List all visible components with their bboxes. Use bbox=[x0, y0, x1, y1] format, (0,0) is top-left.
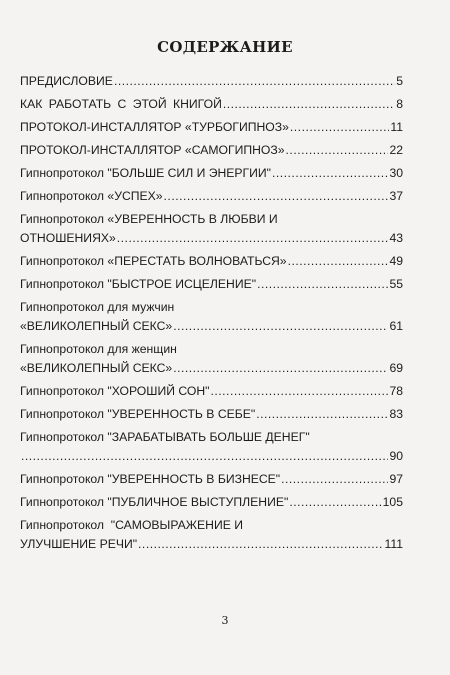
toc-entry-title: ПРОТОКОЛ-ИНСТАЛЛЯТОР «САМОГИПНОЗ» bbox=[20, 143, 285, 157]
toc-entry bbox=[20, 96, 403, 113]
toc-entry-page: 90 bbox=[389, 449, 403, 463]
toc-entry bbox=[20, 406, 403, 423]
toc-entry bbox=[20, 253, 403, 270]
toc-entry-title: «ВЕЛИКОЛЕПНЫЙ СЕКС» bbox=[20, 319, 173, 333]
toc-entry bbox=[20, 142, 403, 159]
toc-entry-page: 61 bbox=[389, 319, 403, 333]
toc-entry-title: Гипнопротокол "УВЕРЕННОСТЬ В БИЗНЕСЕ" bbox=[20, 472, 281, 486]
leader-dots bbox=[223, 96, 395, 113]
toc-entry-title: Гипнопротокол "ХОРОШИЙ СОН" bbox=[20, 384, 210, 398]
leader-dots bbox=[288, 253, 389, 270]
toc-entry bbox=[20, 494, 403, 511]
toc-entry bbox=[20, 517, 403, 553]
leader-dots bbox=[211, 383, 389, 400]
toc-entry-page: 97 bbox=[389, 472, 403, 486]
toc-entry-title: Гипнопротокол «УСПЕХ» bbox=[20, 189, 163, 203]
leader-dots bbox=[164, 188, 389, 205]
leader-dots bbox=[257, 276, 388, 293]
leader-dots bbox=[173, 318, 388, 335]
toc-entry-page: 78 bbox=[389, 384, 403, 398]
toc-entry-page: 49 bbox=[389, 254, 403, 268]
page-number: 3 bbox=[221, 614, 229, 627]
toc-entry-title-line: Гипнопротокол "ЗАРАБАТЫВАТЬ БОЛЬШЕ ДЕНЕГ" bbox=[20, 430, 310, 444]
toc-entry bbox=[20, 429, 403, 465]
toc-entry-title: УЛУЧШЕНИЕ РЕЧИ" bbox=[20, 537, 138, 551]
leader-dots bbox=[272, 165, 388, 182]
leader-dots bbox=[290, 119, 389, 136]
toc-entry-title: КАК РАБОТАТЬ С ЭТОЙ КНИГОЙ bbox=[20, 97, 222, 111]
leader-dots bbox=[286, 142, 389, 159]
toc-entry bbox=[20, 165, 403, 182]
toc-entry bbox=[20, 188, 403, 205]
leader-dots bbox=[256, 406, 388, 423]
leader-dots bbox=[21, 448, 388, 465]
toc-entry bbox=[20, 73, 403, 90]
toc-entry-page: 111 bbox=[384, 537, 403, 551]
toc-entry-title-line: Гипнопротокол "САМОВЫРАЖЕНИЕ И bbox=[20, 518, 244, 532]
toc-entry-page: 22 bbox=[389, 143, 403, 157]
toc-entry bbox=[20, 383, 403, 400]
toc-title: СОДЕРЖАНИЕ bbox=[157, 38, 293, 56]
toc-entry-title: ПРЕДИСЛОВИЕ bbox=[20, 74, 113, 88]
leader-dots bbox=[117, 230, 389, 247]
toc-entry bbox=[20, 119, 403, 136]
toc-entry-page: 105 bbox=[382, 495, 403, 509]
toc-entry-page: 83 bbox=[389, 407, 403, 421]
toc-entry bbox=[20, 276, 403, 293]
toc-entry-page: 11 bbox=[390, 120, 403, 134]
toc-entry-page: 43 bbox=[389, 231, 403, 245]
toc-entry-page: 55 bbox=[389, 277, 403, 291]
leader-dots bbox=[138, 536, 383, 553]
toc-entry-title-line: Гипнопротокол «УВЕРЕННОСТЬ В ЛЮБВИ И bbox=[20, 212, 278, 226]
toc-entry-page: 30 bbox=[389, 166, 403, 180]
toc-entry-title: Гипнопротокол "БОЛЬШЕ СИЛ И ЭНЕРГИИ" bbox=[20, 166, 271, 180]
table-of-contents bbox=[20, 73, 403, 553]
leader-dots bbox=[281, 471, 388, 488]
toc-entry bbox=[20, 471, 403, 488]
toc-entry-title: ПРОТОКОЛ-ИНСТАЛЛЯТОР «ТУРБОГИПНОЗ» bbox=[20, 120, 289, 134]
leader-dots bbox=[289, 494, 381, 511]
toc-entry-title-line: Гипнопротокол для женщин bbox=[20, 342, 177, 356]
toc-entry bbox=[20, 341, 403, 377]
toc-entry bbox=[20, 211, 403, 247]
toc-entry bbox=[20, 299, 403, 335]
leader-dots bbox=[114, 73, 395, 90]
toc-entry-page: 37 bbox=[389, 189, 403, 203]
toc-entry-title-line: Гипнопротокол для мужчин bbox=[20, 300, 175, 314]
toc-entry-title: Гипнопротокол "ПУБЛИЧНОЕ ВЫСТУПЛЕНИЕ" bbox=[20, 495, 289, 509]
toc-entry-title: ОТНОШЕНИЯХ» bbox=[20, 231, 116, 245]
toc-entry-page: 69 bbox=[389, 361, 403, 375]
toc-entry-page: 8 bbox=[396, 97, 403, 111]
toc-entry-title: Гипнопротокол "УВЕРЕННОСТЬ В СЕБЕ" bbox=[20, 407, 256, 421]
toc-entry-title: Гипнопротокол «ПЕРЕСТАТЬ ВОЛНОВАТЬСЯ» bbox=[20, 254, 287, 268]
toc-entry-page: 5 bbox=[396, 74, 403, 88]
toc-entry-title: «ВЕЛИКОЛЕПНЫЙ СЕКС» bbox=[20, 361, 173, 375]
leader-dots bbox=[173, 360, 388, 377]
toc-entry-title: Гипнопротокол "БЫСТРОЕ ИСЦЕЛЕНИЕ" bbox=[20, 277, 257, 291]
